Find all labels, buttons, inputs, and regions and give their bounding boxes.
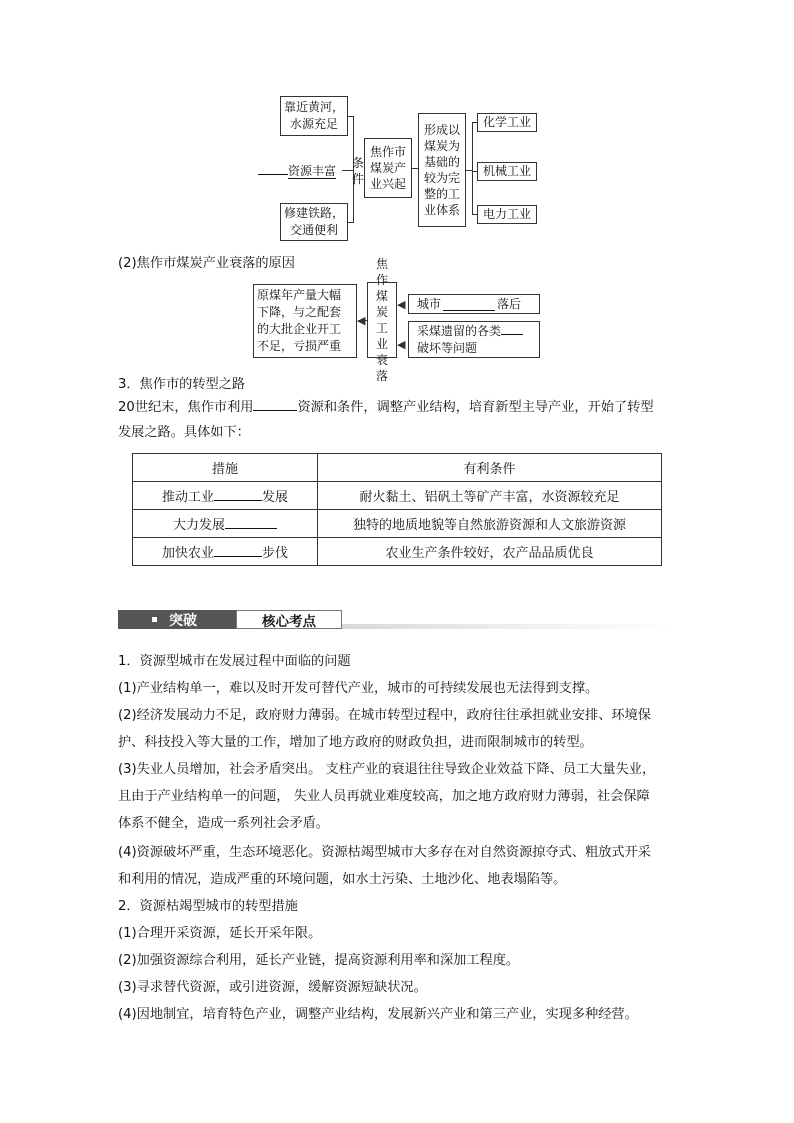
- box-coal-rise: 焦作市 煤炭产 业兴起: [364, 138, 412, 198]
- point-line: (3)寻求替代资源，或引进资源，缓解资源短缺状况。: [118, 980, 427, 995]
- box-yellow-river: 靠近黄河， 水源充足: [280, 96, 348, 136]
- section-banner: [118, 608, 678, 632]
- point-line: (4)资源破坏严重，生态环境恶化。资源枯竭型城市大多存在对自然资源掠夺式、粗放式开采: [118, 845, 651, 860]
- box-industry-system: 形成以 煤炭为 基础的 较为完 整的工 业体系: [418, 113, 466, 227]
- table-header-row: [133, 454, 662, 482]
- point-line: 1．资源型城市在发展过程中面临的问题: [118, 654, 351, 669]
- label-condition: 条 件: [352, 156, 365, 186]
- point-line: 护、科技投入等大量的工作，增加了地方政府的财政负担，进而限制城市的转型。: [118, 735, 593, 750]
- banner-tag: 突破: [118, 610, 236, 629]
- box-mining-damage: 采煤遗留的各类 破坏等问题: [408, 321, 540, 358]
- point-line: (1)产业结构单一，难以及时开发可替代产业，城市的可持续发展也无法得到支撑。: [118, 681, 599, 696]
- point-line: (2)加强资源综合利用，延长产业链，提高资源利用率和深加工程度。: [118, 953, 520, 968]
- box-coal-decline: 焦作 煤炭 工业 衰落: [367, 282, 397, 358]
- box-chemical-industry: 化学工业: [477, 113, 537, 132]
- point-line: (2)经济发展动力不足，政府财力薄弱。在城市转型过程中，政府往往承担就业安排、环境保: [118, 708, 651, 723]
- box-output-decline: 原煤年产量大幅 下降，与之配套 的大批企业开工 不足，亏损严重: [253, 284, 357, 358]
- table-header: 措施: [133, 454, 318, 482]
- section2-title: (2)焦作市煤炭产业衰落的原因: [118, 256, 295, 271]
- box-power-industry: 电力工业: [477, 205, 537, 224]
- point-line: (3)失业人员增加，社会矛盾突出。 支柱产业的衰退往往导致企业效益下降、员工大量失业，: [118, 762, 656, 777]
- point-line: (4)因地制宜，培育特色产业，调整产业结构，发展新兴产业和第三产业，实现多种经营。: [118, 1007, 638, 1022]
- box-city-lag: 城市 落后: [408, 294, 540, 314]
- point-line: (1)合理开采资源，延长开采年限。: [118, 926, 322, 941]
- box-machinery-industry: 机械工业: [477, 162, 537, 181]
- table-row: 大力发展 独特的地质地貌等自然旅游资源和人文旅游资源: [133, 510, 662, 538]
- point-line: 且由于产业结构单一的问题， 失业人员再就业难度较高，加之地方政府财力薄弱，社会保障: [118, 789, 650, 804]
- box-railway: 修建铁路， 交通便利: [280, 203, 348, 241]
- measures-table: [132, 453, 662, 566]
- point-line: 2．资源枯竭型城市的转型措施: [118, 899, 298, 914]
- banner-title: 核心考点: [236, 610, 342, 629]
- section3-text: 20世纪末，焦作市利用 资源和条件，调整产业结构，培育新型主导产业，开始了转型 发展之路。具体如下：: [118, 400, 654, 440]
- point-line: 和利用的情况，造成严重的环境问题，如水土污染、土地沙化、地表塌陷等。: [118, 872, 567, 887]
- point-line: 体系不健全，造成一系列社会矛盾。: [118, 816, 329, 831]
- table-row: 加快农业 步伐 农业生产条件较好，农产品品质优良: [133, 538, 662, 566]
- table-row: 推动工业 发展 耐火黏土、铝矾土等矿产丰富，水资源较充足: [133, 482, 662, 510]
- blank-resource: 资源丰富: [258, 162, 336, 179]
- table-header: 有利条件: [318, 454, 662, 482]
- section3-title: 3．焦作市的转型之路: [118, 377, 246, 392]
